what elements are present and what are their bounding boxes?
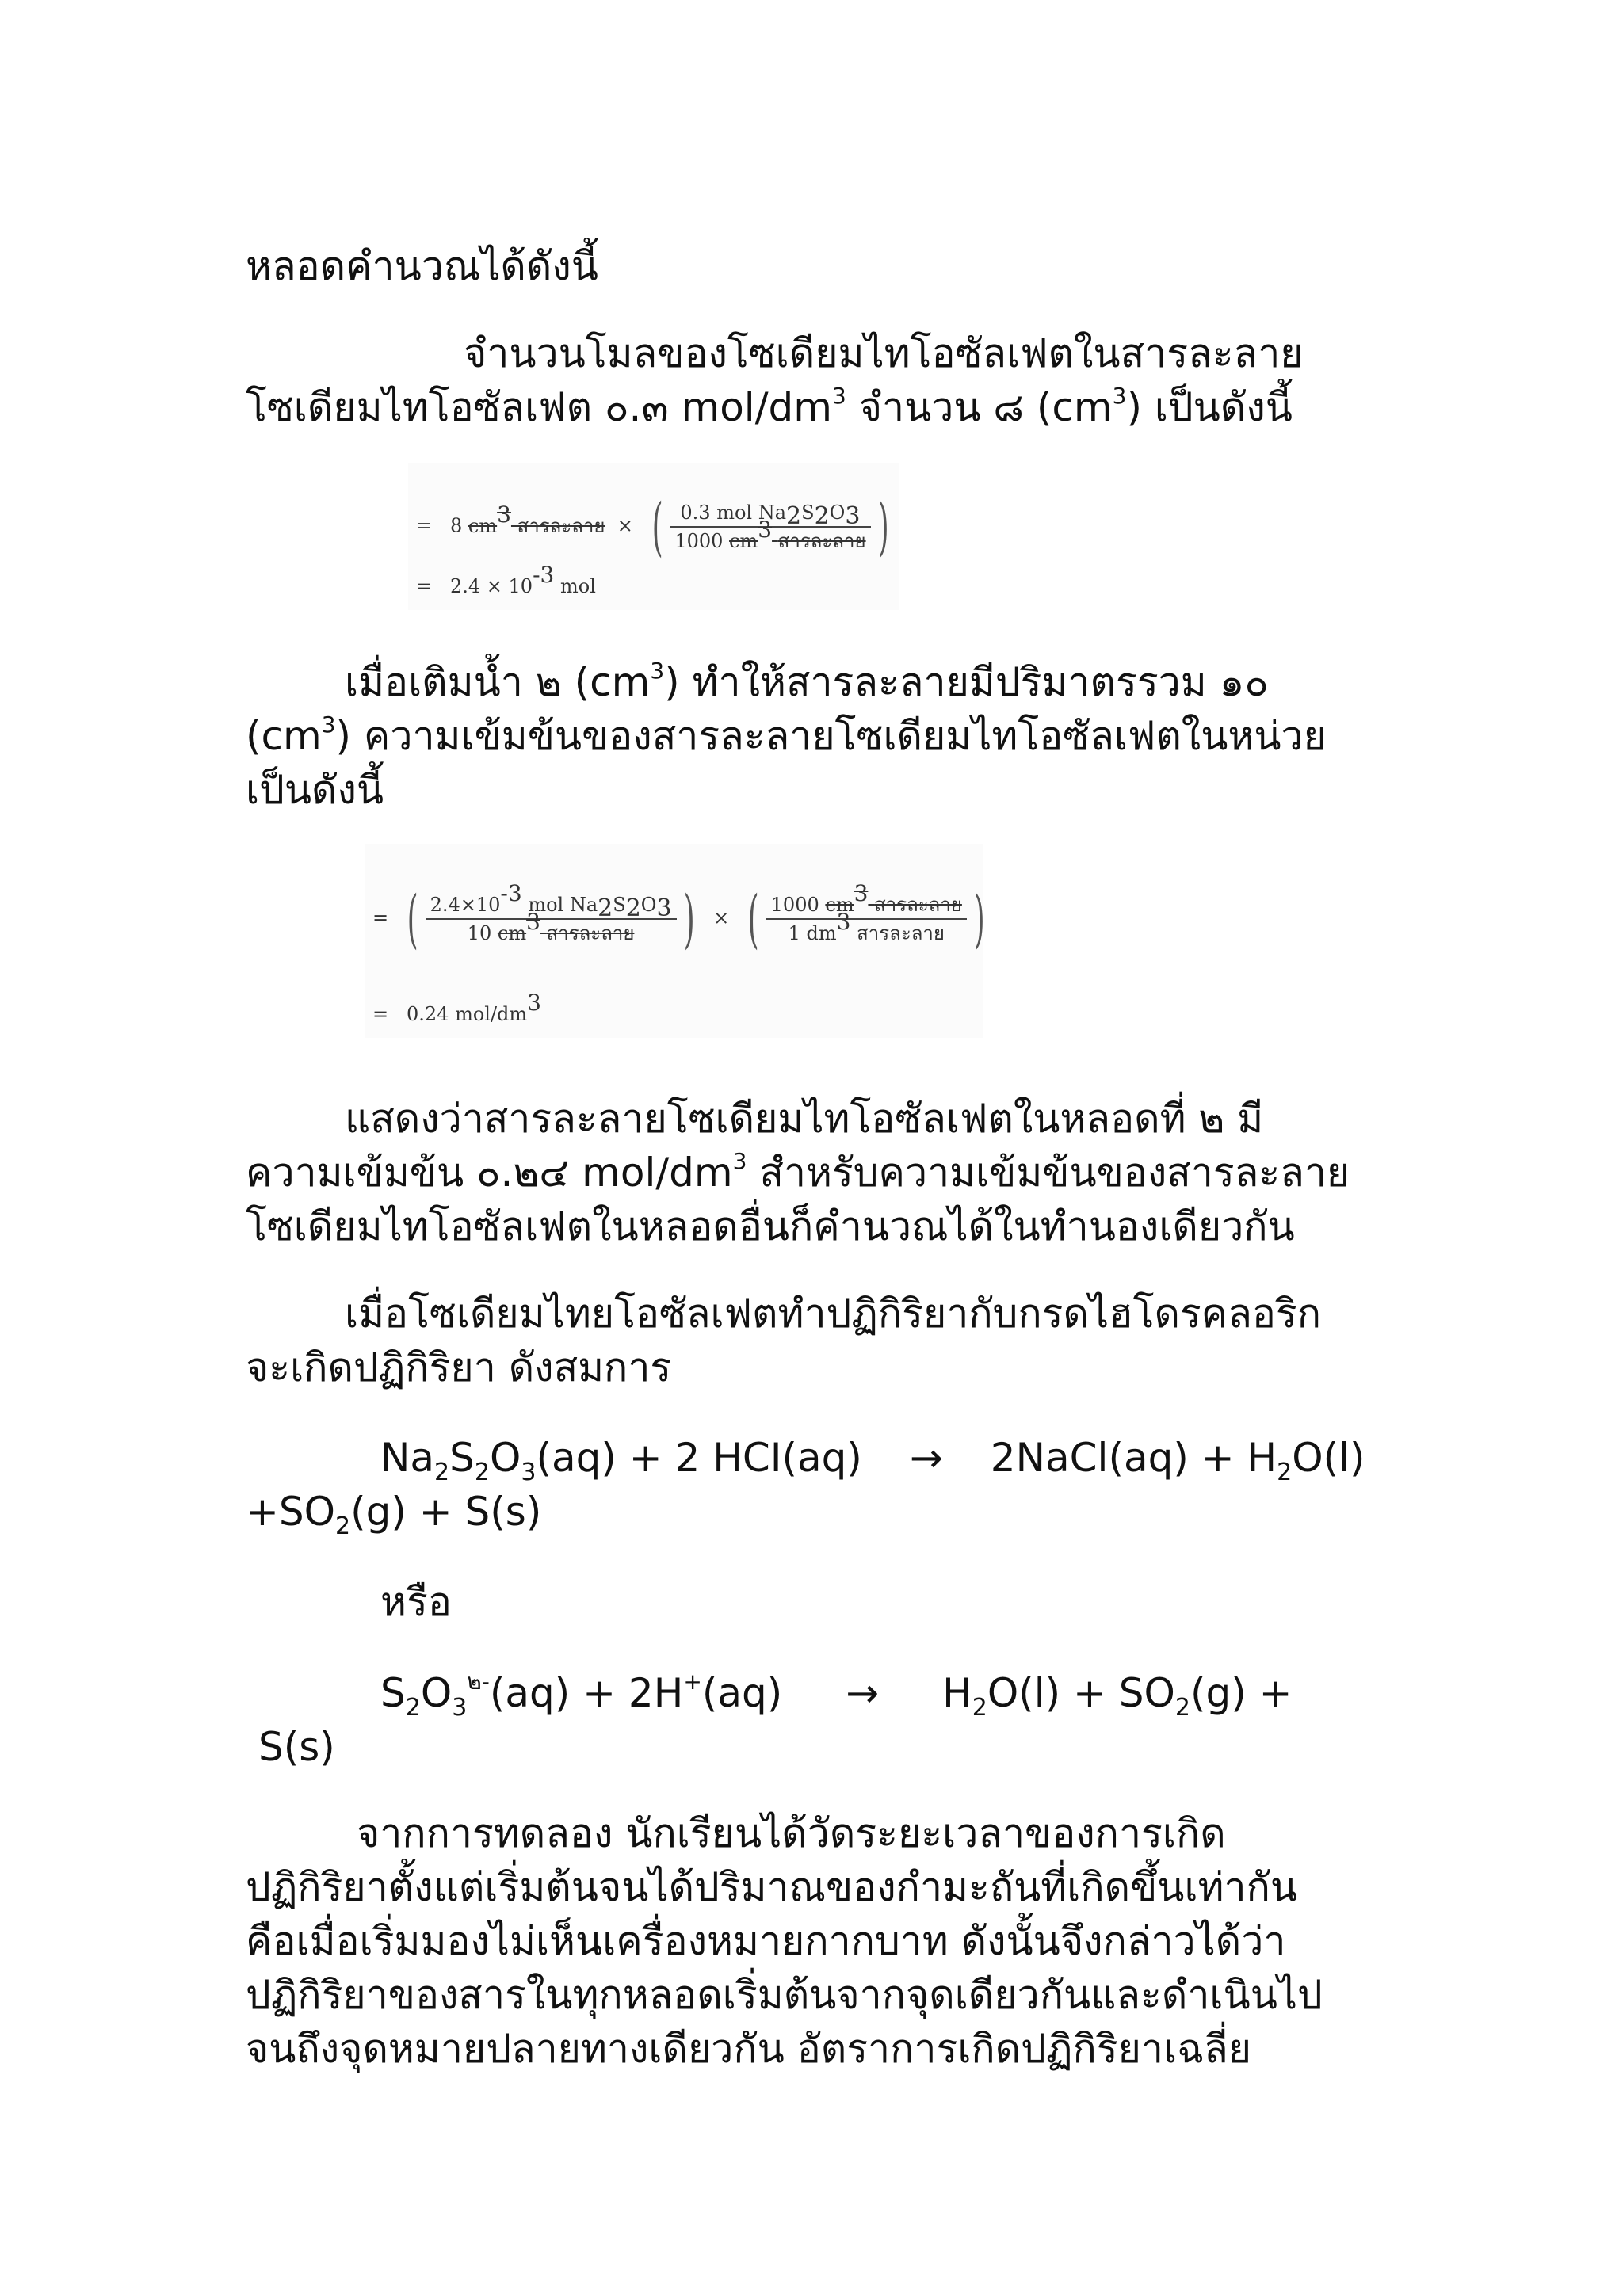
- paragraph-1: [246, 326, 1379, 434]
- reaction-equation-2: [246, 1666, 1379, 1774]
- equation-2-line-1: = ( $\frac{2.4\times 10^{-3} mol Na_2S_2O_3}{10 cm^3 สารละลาย}$ ) × ( $\frac{1000 cm^3 สารละลาย}{1 dm^3 สารละลาย}$ ): [372, 880, 985, 955]
- paragraph-5-line-3: คือเมื่อเริ่มมองไม่เห็นเครื่องหมายกากบาท ดังนั้นจึงกล่าวได้ว่า: [246, 1918, 1286, 1964]
- equation-2-fraction-1: $\frac{2.4\times 10^{-3} mol Na_2S_2O_3}{10 cm^3 สารละลาย}$: [426, 893, 677, 945]
- equation-image-1: [408, 463, 899, 610]
- reaction-1-line-1: $Na_2S_2O_3(aq) + 2$ HCI(aq) → 2NaCl(aq) + $H_2O(l)$: [246, 1431, 1379, 1485]
- equation-2-fraction-2: $\frac{1000 cm^3 สารละลาย}{1 dm^3 สารละลาย}$: [766, 893, 967, 945]
- paragraph-3-line-3: โซเดียมไทโอซัลเฟตในหลอดอื่นก็คำนวณได้ในทำนองเดียวกัน: [246, 1203, 1295, 1249]
- paragraph-5-line-1: จากการทดลอง นักเรียนได้วัดระยะเวลาของการเกิด: [357, 1810, 1226, 1856]
- paragraph-5-line-4: ปฏิกิริยาของสารในทุกหลอดเริ่มต้นจากจุดเดียวกันและดำเนินไป: [246, 1972, 1323, 2018]
- paragraph-2-line-1: เมื่อเติมน้ำ ๒ $(cm^3)$ ทำให้สารละลายมีปริมาตรรวม ๑๐: [345, 658, 1269, 705]
- paragraph-2-line-2: $(cm^3)$ ความเข้มข้นของสารละลายโซเดียมไทโอซัลเฟตในหน่วย: [246, 711, 1327, 759]
- paragraph-5-line-5: จนถึงจุดหมายปลายทางเดียวกัน อัตราการเกิดปฏิกิริยาเฉลี่ย: [246, 2026, 1252, 2072]
- paragraph-3: [246, 1092, 1379, 1253]
- paragraph-2: [246, 655, 1379, 817]
- paragraph-3-line-1: แสดงว่าสารละลายโซเดียมไทโอซัลเฟตในหลอดที่ ๒ มี: [345, 1096, 1264, 1142]
- equation-1-line-1: = 8 $cm^3$ สารละลาย × ( $\frac{0.3 mol Na_2S_2O_3}{1000 cm^3 สารละลาย}$ ): [416, 490, 889, 563]
- equation-image-2: [365, 844, 983, 1038]
- equation-2-result: = 0.24 mol/$dm^3$: [372, 990, 541, 1025]
- or-text: หรือ: [380, 1579, 452, 1625]
- reaction-equation-1: [246, 1431, 1379, 1539]
- paragraph-2-line-3: เป็นดังนี้: [246, 767, 384, 813]
- reaction-arrow-icon: →: [909, 1435, 943, 1481]
- paragraph-4: [246, 1287, 1379, 1394]
- paragraph-5: [246, 1806, 1379, 2076]
- reaction-1-line-2: $+SO_2(g) + S(s)$: [246, 1489, 542, 1540]
- paragraph-4-line-2: จะเกิดปฏิกิริยา ดังสมการ: [246, 1344, 672, 1390]
- intro-line: [246, 239, 1379, 293]
- paragraph-1-line-2: โซเดียมไทโอซัลเฟต ๐.๓ mol/$dm^3$ จำนวน ๘ $(cm^3)$ เป็นดังนี้: [246, 383, 1293, 430]
- intro-text: หลอดคำนวณได้ดังนี้: [246, 243, 598, 289]
- equation-1-fraction: $\frac{0.3 mol Na_2S_2O_3}{1000 cm^3 สารละลาย}$: [670, 501, 870, 553]
- paragraph-1-line-1: จำนวนโมลของโซเดียมไทโอซัลเฟตในสารละลาย: [464, 330, 1304, 376]
- or-line: [246, 1575, 1379, 1629]
- reaction-2-line-2: S(s): [258, 1724, 335, 1770]
- paragraph-5-line-2: ปฏิกิริยาตั้งแต่เริ่มต้นจนได้ปริมาณของกำมะถันที่เกิดขึ้นเท่ากัน: [246, 1864, 1298, 1910]
- paragraph-4-line-1: เมื่อโซเดียมไทยโอซัลเฟตทำปฏิกิริยากับกรดไฮโดรคลอริก: [345, 1291, 1322, 1337]
- reaction-2-line-1: $S_2O_3^{๒-}(aq) + 2H^+(aq) \to H_2O(l) + SO_2(g)$ +: [246, 1666, 1379, 1720]
- equation-1-result: = $2.4 \times 10^{-3}$ mol: [416, 562, 596, 597]
- reaction-arrow-icon: →: [846, 1670, 880, 1716]
- paragraph-3-line-2: ความเข้มข้น ๐.๒๔ mol/$dm^3$ สำหรับความเข้มข้นของสารละลาย: [246, 1148, 1350, 1196]
